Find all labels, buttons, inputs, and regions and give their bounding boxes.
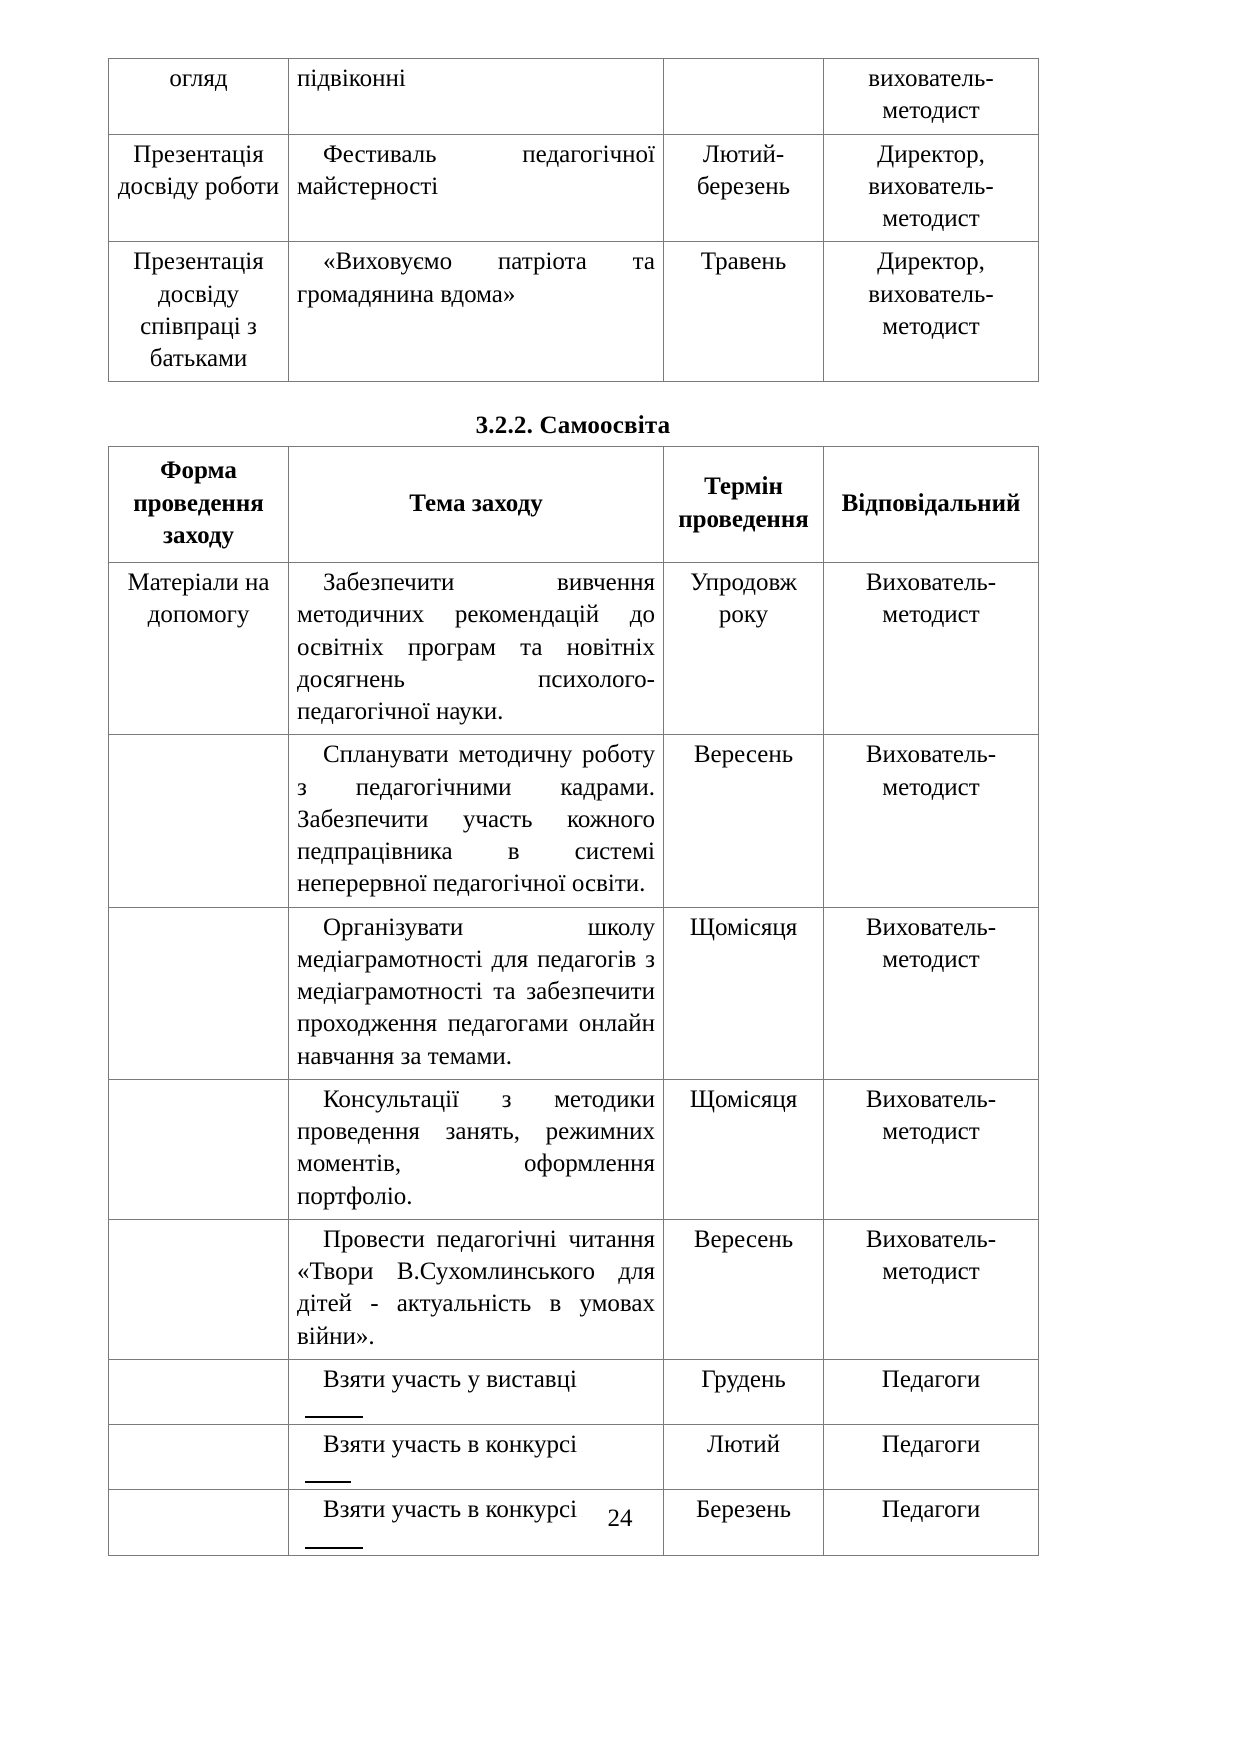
cell-topic-text: Взяти участь в конкурсі [323, 1431, 578, 1458]
cell-term: Щомісяця [664, 907, 824, 1079]
cell-form [109, 1219, 289, 1359]
table-row [109, 1219, 1039, 1359]
cell-term: Травень [664, 242, 824, 382]
cell-responsible: Директор, вихователь-методист [824, 134, 1039, 242]
table-row [109, 242, 1039, 382]
page-content [108, 58, 1038, 1556]
cell-responsible: Педагоги [824, 1490, 1039, 1555]
fill-in-blank-line [305, 1396, 363, 1418]
cell-term: Лютий [664, 1425, 824, 1490]
cell-responsible: Вихователь-методист [824, 563, 1039, 735]
cell-responsible: Вихователь-методист [824, 1079, 1039, 1219]
header-form: Форма проведення заходу [109, 447, 289, 563]
table-row [109, 134, 1039, 242]
cell-topic: підвіконні [289, 59, 664, 135]
cell-topic: Провести педагогічні читання «Твори В.Сухомлинського для дітей - актуальність в умовах війни». [289, 1219, 664, 1359]
fill-in-blank-line [305, 1461, 351, 1483]
cell-topic: Фестиваль педагогічної майстерності [289, 134, 664, 242]
cell-term: Упродовж року [664, 563, 824, 735]
cell-responsible: Педагоги [824, 1359, 1039, 1424]
cell-term [664, 59, 824, 135]
cell-topic: «Виховуємо патріота та громадянина вдома» [289, 242, 664, 382]
cell-responsible: Вихователь-методист [824, 735, 1039, 907]
table-header-row [109, 447, 1039, 563]
table-header [109, 447, 1039, 563]
page-number: 24 [607, 1505, 633, 1532]
cell-term: Вересень [664, 1219, 824, 1359]
cell-form [109, 907, 289, 1079]
cell-form [109, 1359, 289, 1424]
cell-responsible: Вихователь-методист [824, 1219, 1039, 1359]
table-row [109, 59, 1039, 135]
cell-responsible: Вихователь-методист [824, 907, 1039, 1079]
table-body [109, 563, 1039, 1556]
table-row [109, 735, 1039, 907]
cell-topic: Консультації з методики проведення занять, режимних моментів, оформлення портфоліо. [289, 1079, 664, 1219]
header-topic: Тема заходу [289, 447, 664, 563]
cell-responsible: Директор, вихователь-методист [824, 242, 1039, 382]
table-self-education [108, 446, 1039, 1555]
cell-responsible: вихователь-методист [824, 59, 1039, 135]
section-heading: 3.2.2. Самоосвіта [475, 412, 671, 440]
table-row [109, 1425, 1039, 1490]
cell-topic [289, 1359, 664, 1424]
table-row [109, 563, 1039, 735]
table-body [109, 59, 1039, 382]
cell-topic: Організувати школу медіаграмотності для педагогів з медіаграмотності та забезпечити проходження педагогами онлайн навчання за темами. [289, 907, 664, 1079]
cell-topic-text: Взяти участь у виставці [323, 1365, 577, 1393]
cell-topic: Забезпечити вивчення методичних рекомендацій до освітніх програм та новітніх досягнень психолого-педагогічної науки. [289, 563, 664, 735]
cell-form: Презентація досвіду співпраці з батьками [109, 242, 289, 382]
header-term: Термін проведення [664, 447, 824, 563]
cell-form [109, 1079, 289, 1219]
cell-form: Презентація досвіду роботи [109, 134, 289, 242]
cell-responsible: Педагоги [824, 1425, 1039, 1490]
cell-form: Матеріали на допомогу [109, 563, 289, 735]
cell-term: Вересень [664, 735, 824, 907]
cell-term: Щомісяця [664, 1079, 824, 1219]
cell-topic-text: Взяти участь в конкурсі [323, 1496, 578, 1524]
header-responsible: Відповідальний [824, 447, 1039, 563]
table-row [109, 907, 1039, 1079]
table-row [109, 1079, 1039, 1219]
table-continued-activities [108, 58, 1039, 382]
cell-term: Березень [664, 1490, 824, 1555]
cell-form [109, 735, 289, 907]
table-row [109, 1359, 1039, 1424]
cell-form [109, 1425, 289, 1490]
cell-topic [289, 1425, 664, 1490]
cell-topic: Спланувати методичну роботу з педагогічними кадрами. Забезпечити участь кожного педпрацівника в системі неперервної педагогічної освіти. [289, 735, 664, 907]
cell-form: огляд [109, 59, 289, 135]
cell-term: Грудень [664, 1359, 824, 1424]
cell-term: Лютий-березень [664, 134, 824, 242]
